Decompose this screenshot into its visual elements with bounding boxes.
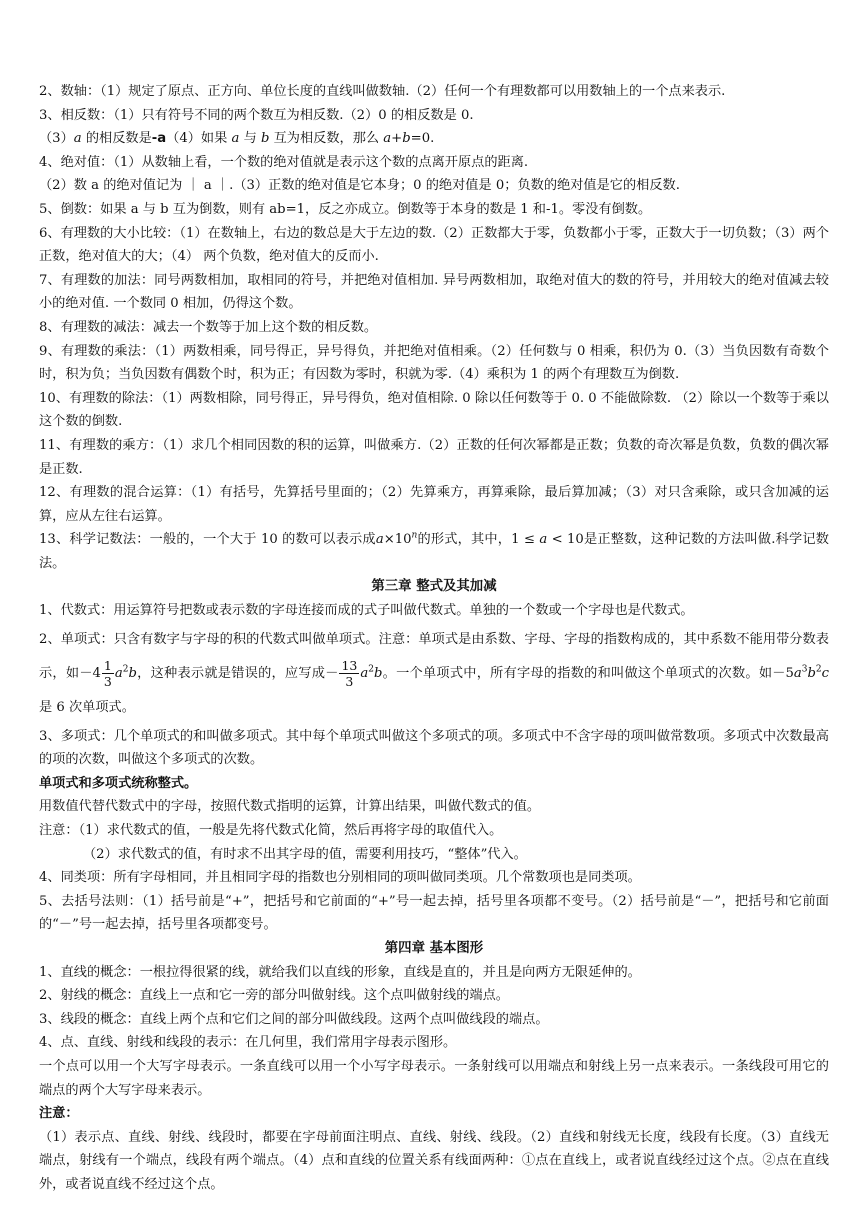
- ch3-like-terms: 4、同类项：所有字母相同，并且相同字母的指数也分别相同的项叫做同类项。几个常数项也是同类项。: [39, 870, 641, 886]
- mixed-number-example: －4 $\frac{1}{3}$ $a^2b$: [79, 657, 137, 689]
- sci-inequality: 1 ≤ a < 10: [511, 532, 584, 548]
- ch3-integral-expression-note: 单项式和多项式统称整式。: [39, 775, 198, 791]
- document-body: [39, 80, 829, 1197]
- improper-fraction-example: － $\frac{13}{3}$ $a^2b$: [325, 657, 383, 689]
- ch2-opposite-numbers: 3、相反数：（1）只有符号不同的两个数互为相反数.（2）0 的相反数是 0.: [39, 107, 474, 123]
- ch2-power: 11、有理数的乘方：（1）求几个相同因数的积的运算，叫做乘方.（2）正数的任何次幂都是正数；负数的奇次幂是负数，负数的偶次幂是正数.: [39, 437, 829, 477]
- ch2-scientific-notation: 13、科学记数法：一般的，一个大于 10 的数可以表示成$a\times 10^n$的形式，其中，1 ≤ a < 10是正整数，这种记数的方法叫做.科学记数法。: [39, 530, 829, 571]
- ch4-note: （1）表示点、直线、射线、线段时，都要在字母前面注明点、直线、射线、线段。（2）直线和射线无长度，线段有长度。（3）直线无端点，射线有一个端点，线段有两个端点。（4）点和直线的位置关系有线面两种：①点在直线上，或者说直线经过这个点。②点在直线外，或者说直线不经过这个点。: [39, 1129, 829, 1192]
- ch4-line: 1、直线的概念：一根拉得很紧的线，就给我们以直线的形象，直线是直的，并且是向两方无限延伸的。: [39, 964, 641, 980]
- ch2-reciprocal: 5、倒数：如果 a 与 b 互为倒数，则有 ab=1，反之亦成立。倒数等于本身的数是 1 和-1。零没有倒数。: [39, 201, 652, 217]
- ch4-note-label: 注意：: [39, 1106, 79, 1122]
- ch2-opposite-numbers-cont: （3）a 的相反数是-a（4）如果 a 与 b 互为相反数，那么 a+b=0.: [39, 131, 435, 147]
- ch2-division: 10、有理数的除法：（1）两数相除，同号得正，异号得负，绝对值相除. 0 除以任何数等于 0. 0 不能做除数. （2）除以一个数等于乘以这个数的倒数.: [39, 390, 829, 430]
- chapter-3-title: 第三章 整式及其加减: [371, 579, 497, 595]
- ch4-segment: 3、线段的概念：直线上两个点和它们之间的部分叫做线段。这两个点叫做线段的端点。: [39, 1011, 549, 1027]
- ch2-subtraction: 8、有理数的减法：减去一个数等于加上这个数的相反数。: [39, 319, 378, 335]
- ch2-addition: 7、有理数的加法：同号两数相加，取相同的符号，并把绝对值相加. 异号两数相加，取绝对值大的数的符号，并用较大的绝对值减去较小的绝对值. 一个数同 0 相加，仍得这个数。: [39, 272, 829, 312]
- ch3-algebraic-expression: 1、代数式：用运算符号把数或表示数的字母连接而成的式子叫做代数式。单独的一个数或一个字母也是代数式。: [39, 603, 694, 619]
- ch4-notation: 4、点、直线、射线和线段的表示：在几何里，我们常用字母表示图形。: [39, 1035, 457, 1051]
- neg-a-symbol: -a: [151, 131, 167, 147]
- ch2-comparison: 6、有理数的大小比较：（1）在数轴上，右边的数总是大于左边的数.（2）正数都大于零，负数都小于零，正数大于一切负数；（3）两个正数，绝对值大的大；（4） 两个负数，绝对值大的反而小.: [39, 225, 829, 265]
- ch3-expression-value: 用数值代替代数式中的字母，按照代数式指明的运算，计算出结果，叫做代数式的值。: [39, 799, 541, 815]
- ch2-number-line: 2、数轴：（1）规定了原点、正方向、单位长度的直线叫做数轴.（2）任何一个有理数都可以用数轴上的一个点来表示.: [39, 84, 726, 99]
- ch2-mixed-operations: 12、有理数的混合运算：（1）有括号，先算括号里面的；（2）先算乘方，再算乘除，最后算加减；（3）对只含乘除，或只含加减的运算，应从左往右运算。: [39, 485, 829, 524]
- ch3-monomial: 2、单项式：只含有数字与字母的积的代数式叫做单项式。注意：单项式是由系数、字母、字母的指数构成的，其中系数不能用带分数表示，如－4 $\frac{1}{3}$ $a^2b$，这种表示就是错误的，应写成－ $\frac{13}{3}$ $a^2b$。一个单项式中，所有字母的指数的和叫做这个单项式的次数。如$-5a^3b^2c$是 6 次单项式。: [39, 631, 830, 715]
- ch4-notation-cont: 一个点可以用一个大写字母表示。一条直线可以用一个小写字母表示。一条射线可以用端点和射线上另一点来表示。一条线段可用它的端点的两个大写字母来表示。: [39, 1058, 829, 1098]
- chapter-4-title: 第四章 基本图形: [384, 941, 484, 956]
- ch2-multiplication: 9、有理数的乘法：（1）两数相乘，同号得正，异号得负，并把绝对值相乘。（2）任何数与 0 相乘，积仍为 0.（3）当负因数有奇数个时，积为负；当负因数有偶数个时，积为正；有因数为零时，积就为零.（4）乘积为 1 的两个有理数互为倒数.: [39, 343, 829, 383]
- ch4-ray: 2、射线的概念：直线上一点和它一旁的部分叫做射线。这个点叫做射线的端点。: [39, 988, 509, 1004]
- ch3-bracket-rules: 5、去括号法则：（1）括号前是“+”，把括号和它前面的“+”号一起去掉，括号里各项都不变号。（2）括号前是“－”，把括号和它前面的“－”号一起去掉，括号里各项都变号。: [39, 893, 829, 933]
- sci-notation-formula: $a\times 10^n$: [375, 530, 418, 548]
- ch2-absolute-value-cont: （2）数 a 的绝对值记为 ｜ a ｜.（3）正数的绝对值是它本身；0 的绝对值是 0；负数的绝对值是它的相反数.: [39, 178, 680, 194]
- ch2-absolute-value: 4、绝对值：（1）从数轴上看，一个数的绝对值就是表示这个数的点离开原点的距离.: [39, 154, 529, 170]
- ch3-note-1: 注意：（1）求代数式的值，一般是先将代数式化简，然后再将字母的取值代入。: [39, 823, 503, 839]
- ch3-note-2: （2）求代数式的值，有时求不出其字母的值，需要利用技巧，“整体”代入。: [83, 846, 527, 862]
- monomial-degree-example: $-5a^3b^2c$: [772, 664, 830, 681]
- ch3-polynomial: 3、多项式：几个单项式的和叫做多项式。其中每个单项式叫做这个多项式的项。多项式中不含字母的项叫做常数项。多项式中次数最高的项的次数，叫做这个多项式的次数。: [39, 728, 829, 768]
